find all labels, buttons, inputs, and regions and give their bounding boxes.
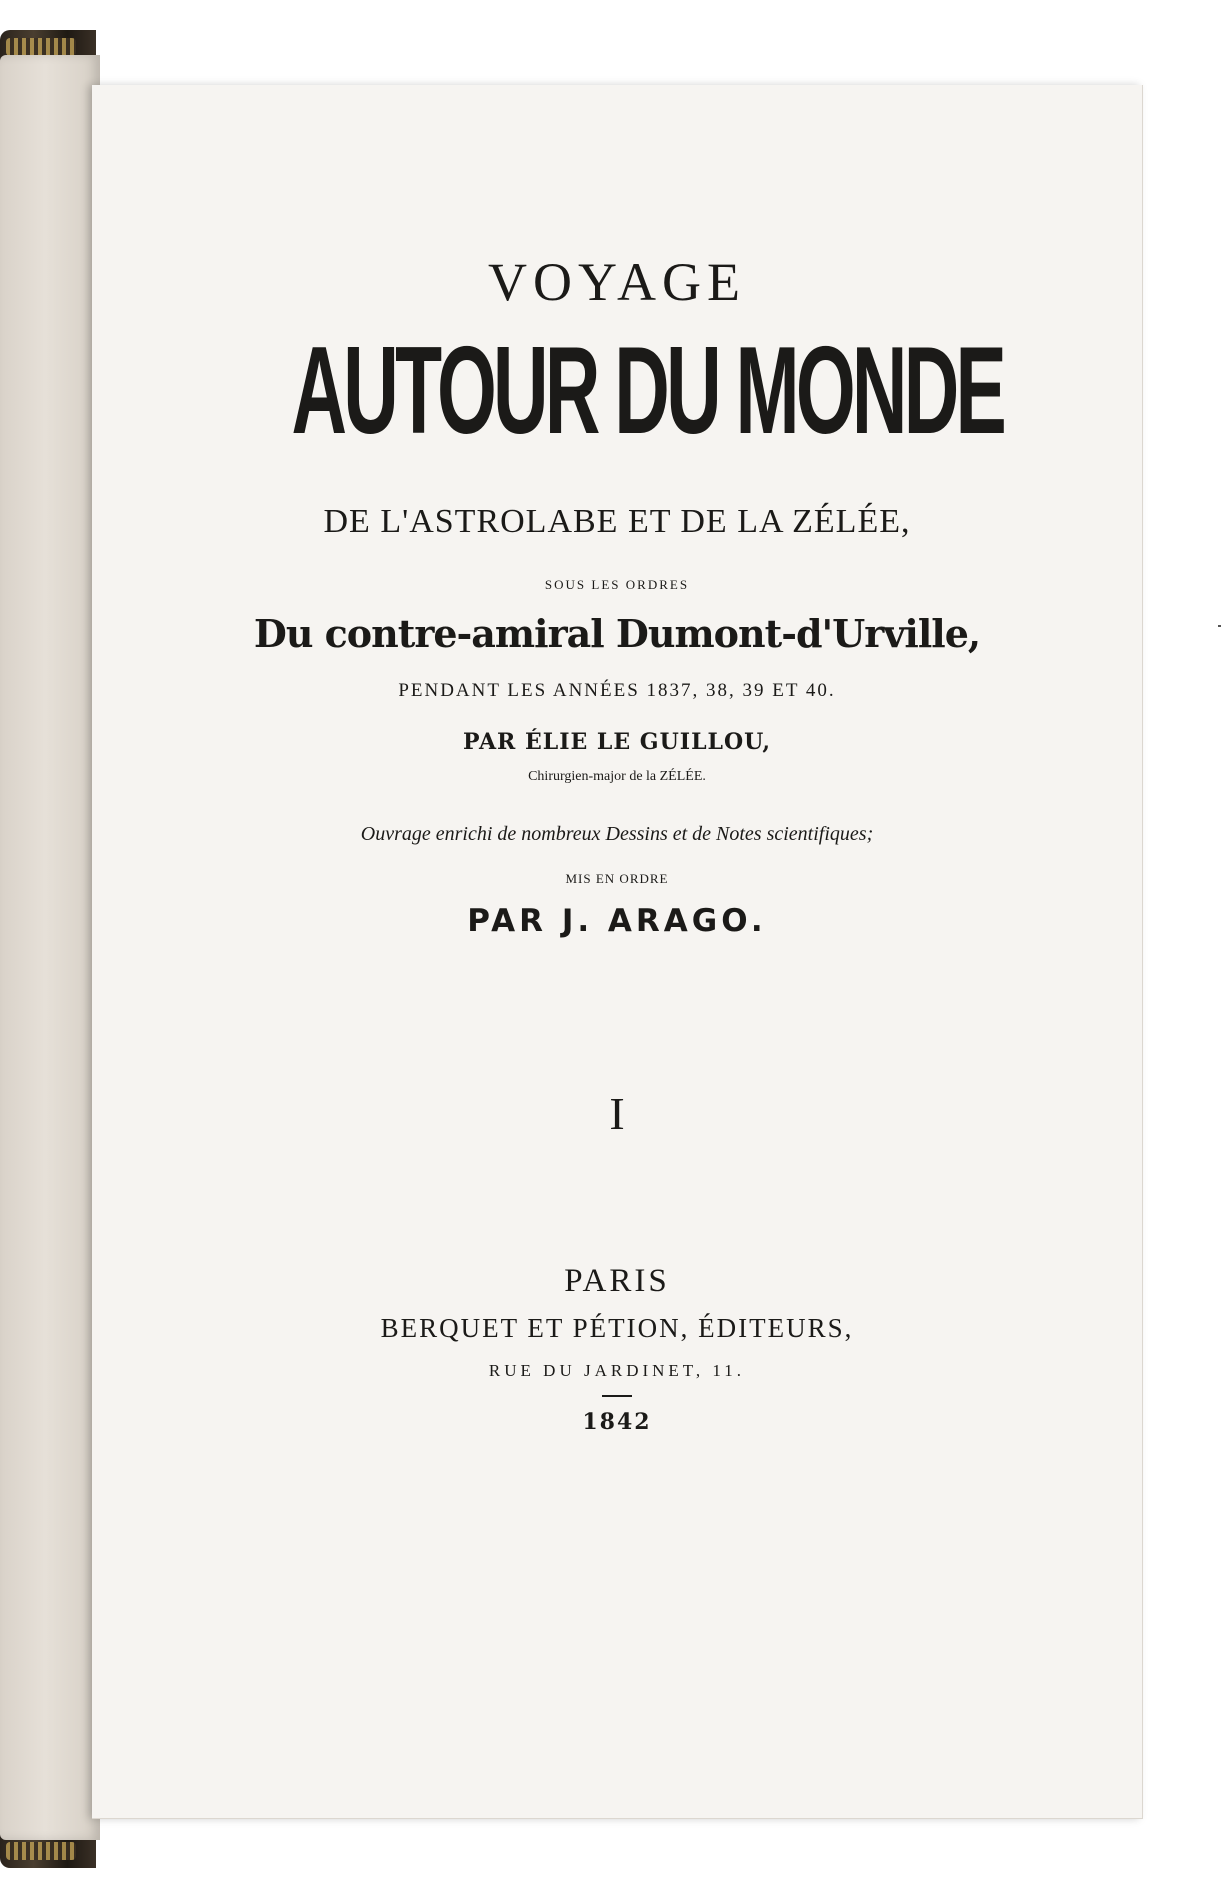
binding-gilt-bottom	[6, 1842, 76, 1860]
endpaper	[0, 55, 100, 1840]
year: 1842	[582, 1409, 652, 1435]
years-line: PENDANT LES ANNÉES 1837, 38, 39 ET 40.	[398, 680, 836, 701]
author-line: PAR ÉLIE LE GUILLOU,	[463, 729, 771, 755]
mis-en-ordre: MIS EN ORDRE	[565, 871, 669, 886]
author-role: Chirurgien-major de la ZÉLÉE.	[528, 769, 706, 784]
divider-rule	[602, 1395, 632, 1397]
commander-line: Du contre-amiral Dumont-d'Urville,	[253, 611, 981, 656]
ships-line: DE L'ASTROLABE ET DE LA ZÉLÉE,	[323, 503, 911, 540]
city: PARIS	[564, 1263, 670, 1299]
sous-les-ordres: SOUS LES ORDRES	[544, 577, 690, 592]
main-title: AUTOUR DU MONDE	[291, 322, 1004, 460]
publisher: BERQUET ET PÉTION, ÉDITEURS,	[380, 1313, 854, 1343]
title-voyage: VOYAGE	[488, 252, 746, 312]
volume-number: I	[609, 1088, 625, 1139]
title-page	[92, 85, 1143, 1819]
ouvrage-line: Ouvrage enrichi de nombreux Dessins et de Notes scientifiques;	[360, 823, 874, 845]
binding-gilt-top	[6, 38, 76, 56]
editor-line: PAR J. ARAGO.	[467, 903, 767, 939]
address: RUE DU JARDINET, 11.	[488, 1361, 746, 1380]
